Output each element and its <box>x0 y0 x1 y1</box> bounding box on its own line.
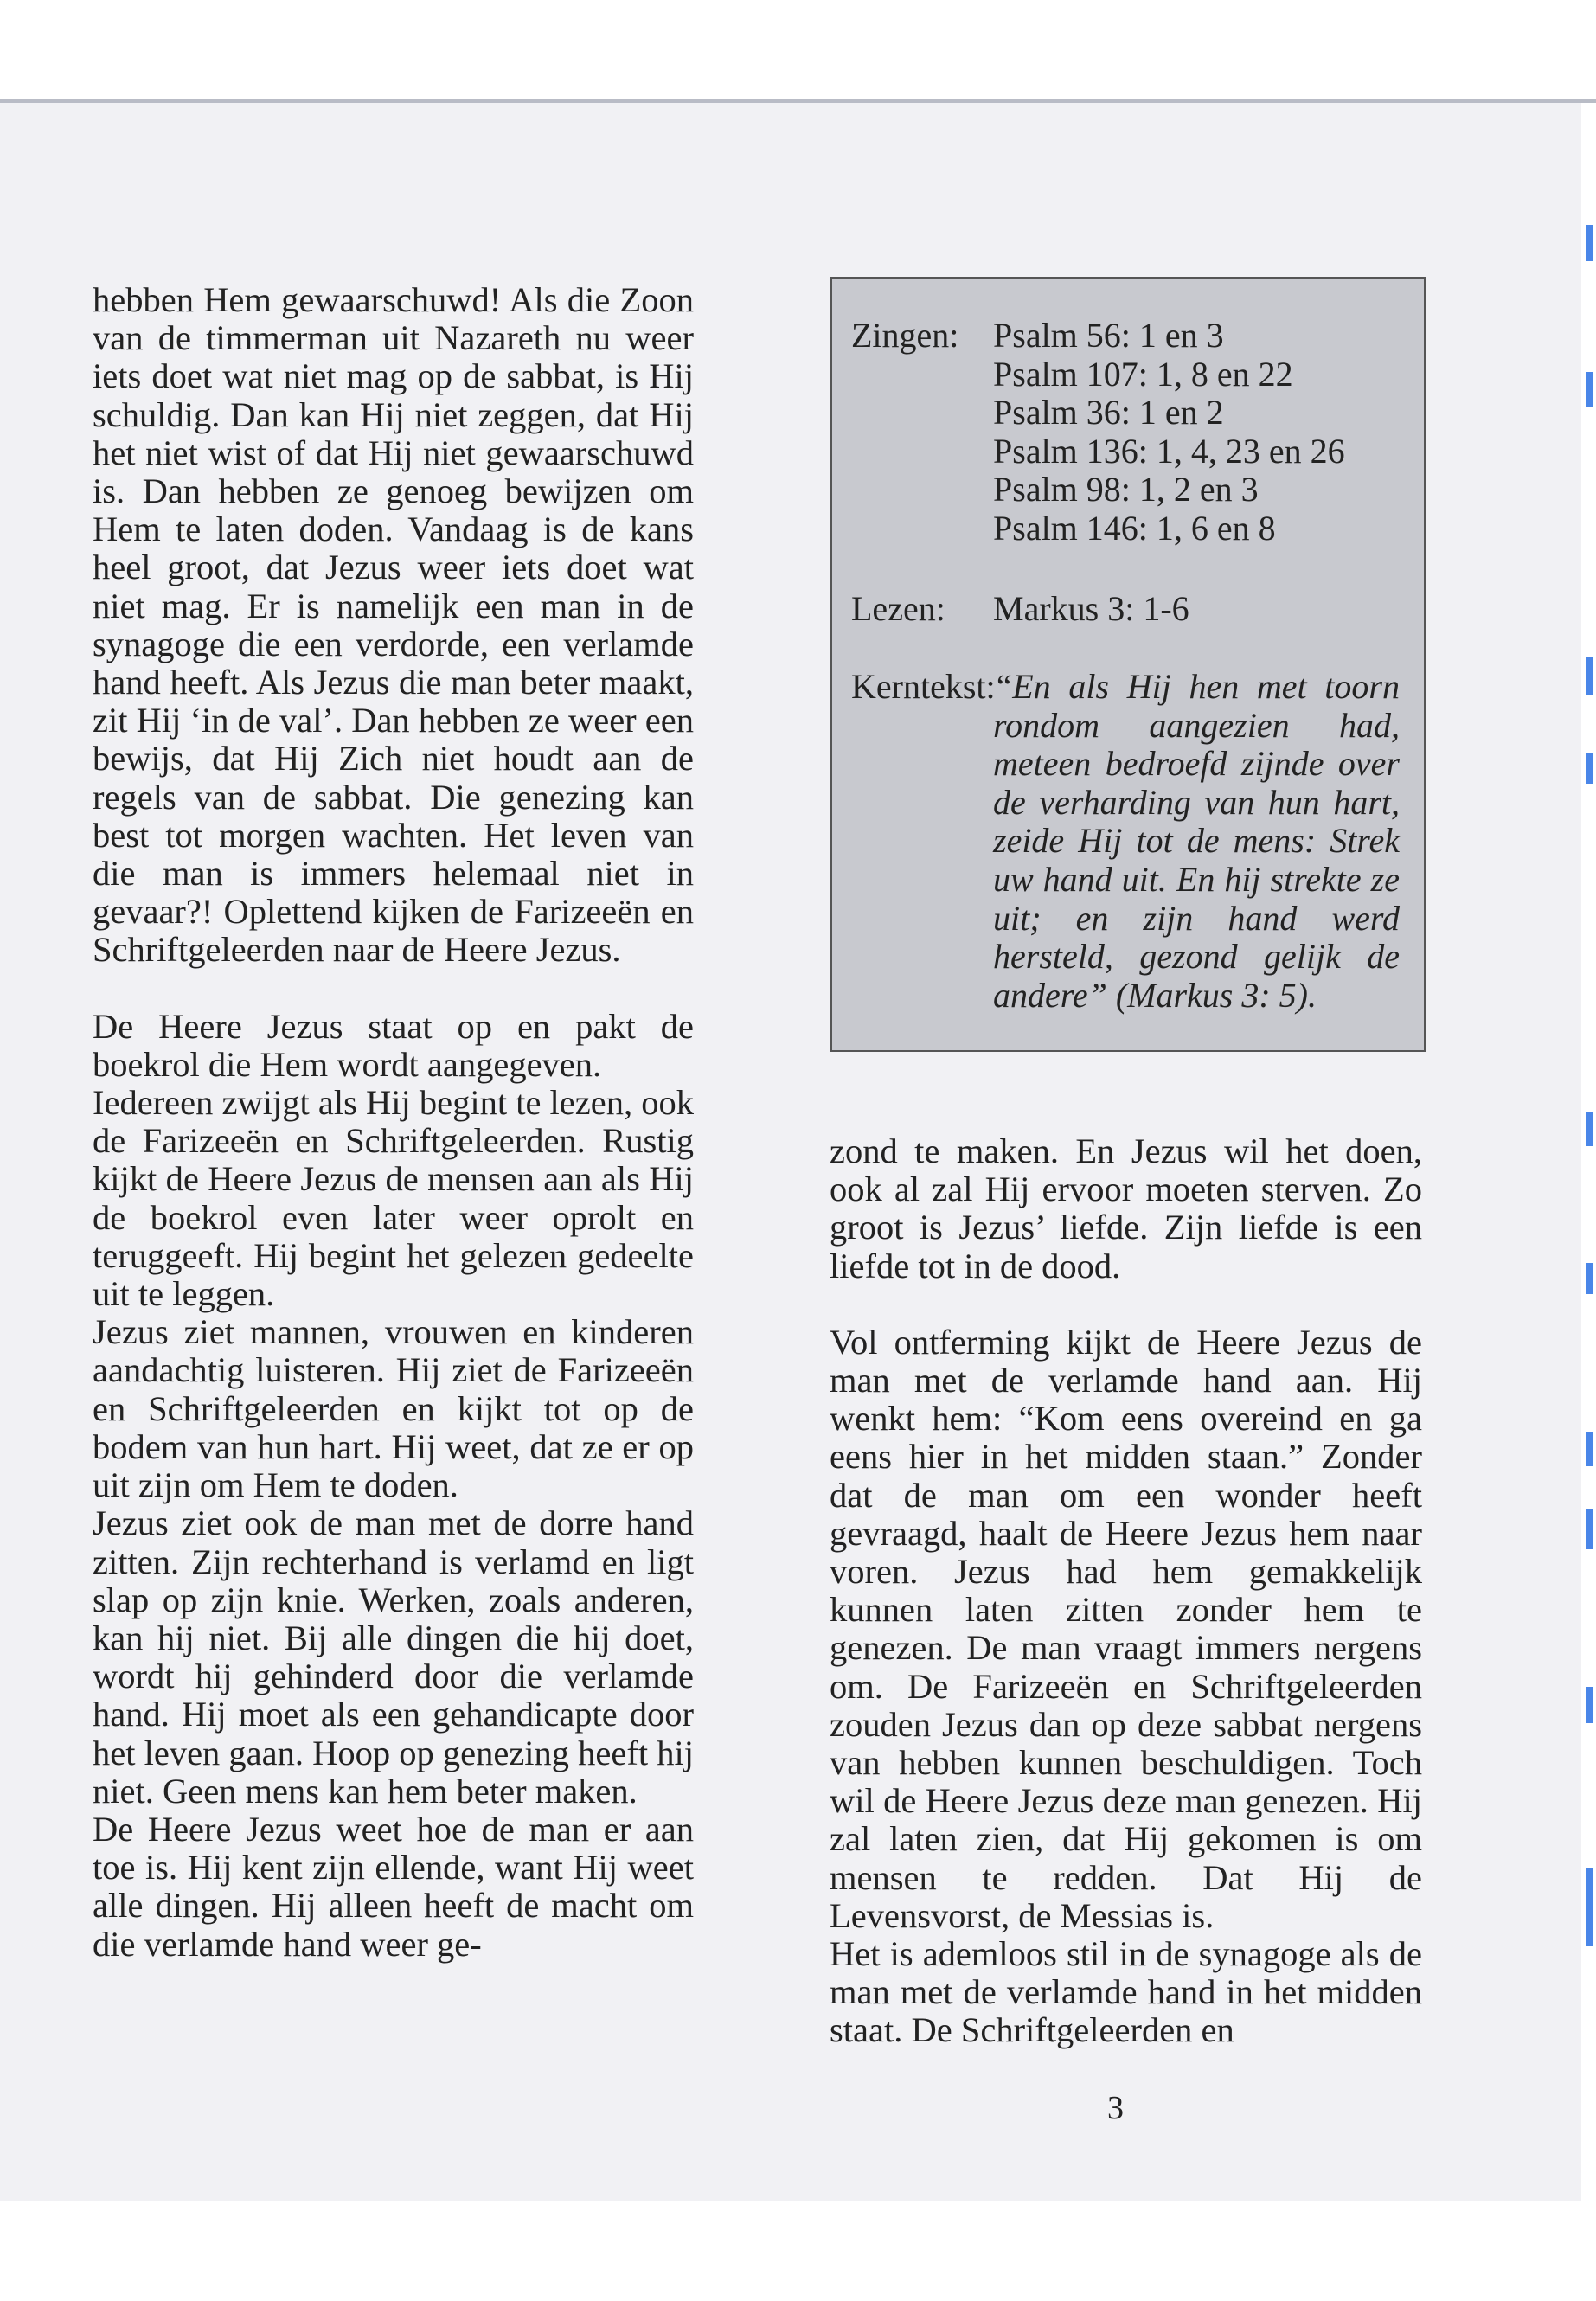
reading-info-box <box>830 277 1426 1052</box>
paragraph: Het is ademloos stil in de synagoge als de man met de verlamde hand in het midden staat. De Schriftgeleerden en <box>830 1934 1422 2050</box>
edge-color-mark <box>1586 1112 1593 1146</box>
scan-bottom-margin <box>0 2201 1596 2301</box>
lezen-label: Lezen: <box>851 589 945 628</box>
edge-color-mark <box>1586 372 1593 407</box>
paragraph: Jezus ziet mannen, vrouwen en kinderen aandachtig luisteren. Hij ziet de Farizeeën en Schriftgeleerden en kijkt tot op de bodem van hun hart. Hij weet, dat ze er op uit zijn om Hem te doden. <box>93 1312 694 1505</box>
page-number: 3 <box>1107 2090 1124 2126</box>
psalm-entry: Psalm 146: 1, 6 en 8 <box>993 509 1276 548</box>
right-column <box>830 1132 1422 2050</box>
paragraph: Vol ontferming kijkt de Heere Jezus de man met de verlamde hand aan. Hij wenkt hem: “Kom eens overeind en ga eens hier in het midden staan.” Zonder dat de man om een wonder heeft gevraagd, haalt de Heere Jezus hem naar voren. Jezus had hem gemakkelijk kunnen laten zitten zonder hem te genezen. De man vraagt immers nergens om. De Farizeeën en Schriftgeleerden zouden Jezus dan op deze sabbat nergens van hebben kunnen beschuldigen. Toch wil de Heere Jezus deze man genezen. Hij zal laten zien, dat Hij gekomen is om mensen te redden. Dat Hij de Levensvorst, de Messias is. <box>830 1322 1422 1935</box>
paragraph: zond te maken. En Jezus wil het doen, ook al zal Hij ervoor moeten sterven. Zo groot is Jezus’ liefde. Zijn liefde is een liefde tot in de dood. <box>830 1131 1422 1285</box>
left-column <box>93 281 694 1964</box>
psalm-entry: Psalm 107: 1, 8 en 22 <box>993 354 1293 394</box>
edge-color-mark <box>1586 1263 1593 1294</box>
edge-color-mark <box>1586 657 1593 695</box>
psalm-entry: Psalm 56: 1 en 3 <box>993 316 1224 355</box>
kerntekst-text: “En als Hij hen met toorn rondom aangezien had, meteen bedroefd zijnde over de verharding van hun hart, zeide Hij tot de mens: Strek uw hand uit. En hij strekte ze uit; en zijn hand werd hersteld, gezond gelijk de andere” (Markus 3: 5). <box>993 667 1400 1015</box>
psalm-entry: Psalm 136: 1, 4, 23 en 26 <box>993 431 1345 471</box>
paragraph: hebben Hem gewaarschuwd! Als die Zoon van de timmerman uit Nazareth nu weer iets doet wat niet mag op de sabbat, is Hij schuldig. Dan kan Hij niet zeggen, dat Hij het niet wist of dat Hij niet gewaarschuwd is. Dan hebben ze genoeg bewijzen om Hem te laten doden. Vandaag is de kans heel groot, dat Jezus weer iets doet wat niet mag. Er is namelijk een man in de synagoge die een verdorde, een verlamde hand heeft. Als Jezus die man beter maakt, zit Hij ‘in de val’. Dan hebben ze weer een bewijs, dat Hij Zich niet houdt aan de regels van de sabbat. Die genezing kan best tot morgen wachten. Het leven van die man is immers helemaal niet in gevaar?! Oplettend kijken de Farizeeën en Schriftgeleerden naar de Heere Jezus. <box>93 280 694 970</box>
paragraph: De Heere Jezus weet hoe de man er aan toe is. Hij kent zijn ellende, want Hij weet alle dingen. Hij alleen heeft de macht om die verlamde hand weer ge- <box>93 1809 694 1964</box>
edge-color-mark <box>1586 1868 1593 1946</box>
paragraph: Iedereen zwijgt als Hij begint te lezen, ook de Farizeeën en Schriftgeleerden. Rustig kijkt de Heere Jezus de mensen aan als Hij de boekrol even later weer oprolt en teruggeeft. Hij begint het gelezen gedeelte uit te leggen. <box>93 1083 694 1314</box>
kerntekst-label: Kerntekst: <box>851 667 996 706</box>
psalm-entry: Psalm 36: 1 en 2 <box>993 393 1224 433</box>
psalm-entry: Psalm 98: 1, 2 en 3 <box>993 470 1259 510</box>
edge-color-mark <box>1586 753 1593 784</box>
edge-color-mark <box>1586 1687 1593 1723</box>
lezen-value: Markus 3: 1-6 <box>993 589 1189 628</box>
edge-color-mark <box>1586 225 1593 261</box>
scan-top-margin <box>0 0 1596 99</box>
paragraph: Jezus ziet ook de man met de dorre hand zitten. Zijn rechterhand is verlamd en ligt slap op zijn knie. Werken, zoals anderen, kan hij niet. Bij alle dingen die hij doet, wordt hij gehinderd door die verlamde hand. Hij moet als een gehandicapte door het leven gaan. Hoop op genezing heeft hij niet. Geen mens kan hem beter maken. <box>93 1503 695 1811</box>
kerntekst-value <box>993 668 1400 1015</box>
edge-color-mark <box>1586 1432 1593 1466</box>
paragraph: De Heere Jezus staat op en pakt de boekrol die Hem wordt aangegeven. <box>93 1006 694 1084</box>
zingen-label: Zingen: <box>851 316 959 355</box>
edge-color-mark <box>1586 1509 1593 1549</box>
